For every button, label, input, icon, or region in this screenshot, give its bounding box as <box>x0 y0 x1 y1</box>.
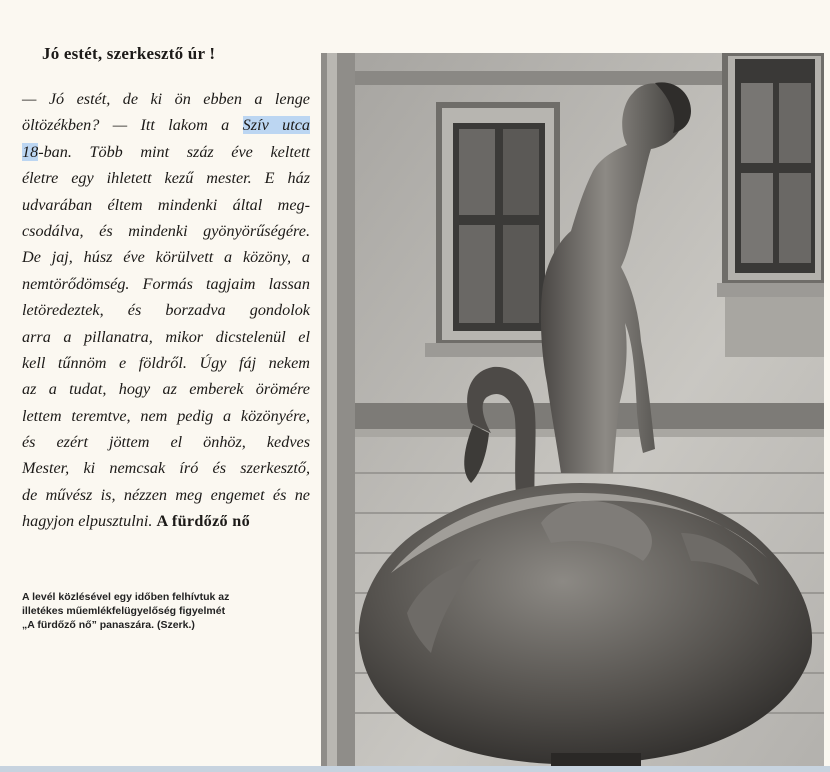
letter-line: az a tudat, hogy az emberek örömére <box>22 380 310 399</box>
highlighted-text[interactable]: 18 <box>22 142 39 161</box>
letter-line: csodálva, és mindenki gyönyörűségére. <box>22 221 310 240</box>
letter-line: 18-ban. Több mint száz éve keltett <box>22 142 310 161</box>
letter-line: letöredeztek, és borzadva gondolok <box>22 301 310 320</box>
letter-line: Mester, ki nemcsak író és szerkesztő, <box>22 459 310 478</box>
letter-line: udvarában éltem mindenki által meg- <box>22 195 310 214</box>
letter-line: lettem teremtve, nem pedig a közönyére, <box>22 406 310 425</box>
letter-line: arra a pillanatra, mikor dicstelenül el <box>22 327 310 346</box>
letter-line: De jaj, húsz éve körülvett a közöny, a <box>22 248 310 267</box>
statue-photo <box>321 53 824 768</box>
letter-line: nemtörődömség. Formás tagjaim lassan <box>22 274 310 293</box>
letter-line: életre egy ihletett kezű mester. E ház <box>22 169 310 188</box>
fountain-statue-image <box>321 53 824 768</box>
article-title: Jó estét, szerkesztő úr ! <box>42 44 216 63</box>
signature: A fürdőző nő <box>156 512 250 531</box>
letter-line: kell tűnnöm e földről. Úgy fáj nekem <box>22 353 310 372</box>
letter-line: — Jó estét, de ki ön ebben a lenge <box>22 90 310 108</box>
editor-caption: A levél közlésével egy időben felhívtuk az illetékes műemlékfelügyelőség figyelmét „A fürdőző nő” panaszára. (Szerk.) <box>22 591 230 631</box>
letter-text <box>22 86 310 535</box>
letter-line: és ezért jöttem el önhöz, kedves <box>22 433 310 452</box>
bottom-edge <box>0 766 830 772</box>
highlighted-text[interactable]: Szív utca <box>242 116 310 135</box>
letter-line: öltözékben? — Itt lakom a Szív utca <box>22 116 310 135</box>
letter-line: hagyjon elpusztulni. A fürdőző nő <box>22 512 250 531</box>
letter-line: de művész is, nézzen meg engemet és ne <box>22 485 310 504</box>
